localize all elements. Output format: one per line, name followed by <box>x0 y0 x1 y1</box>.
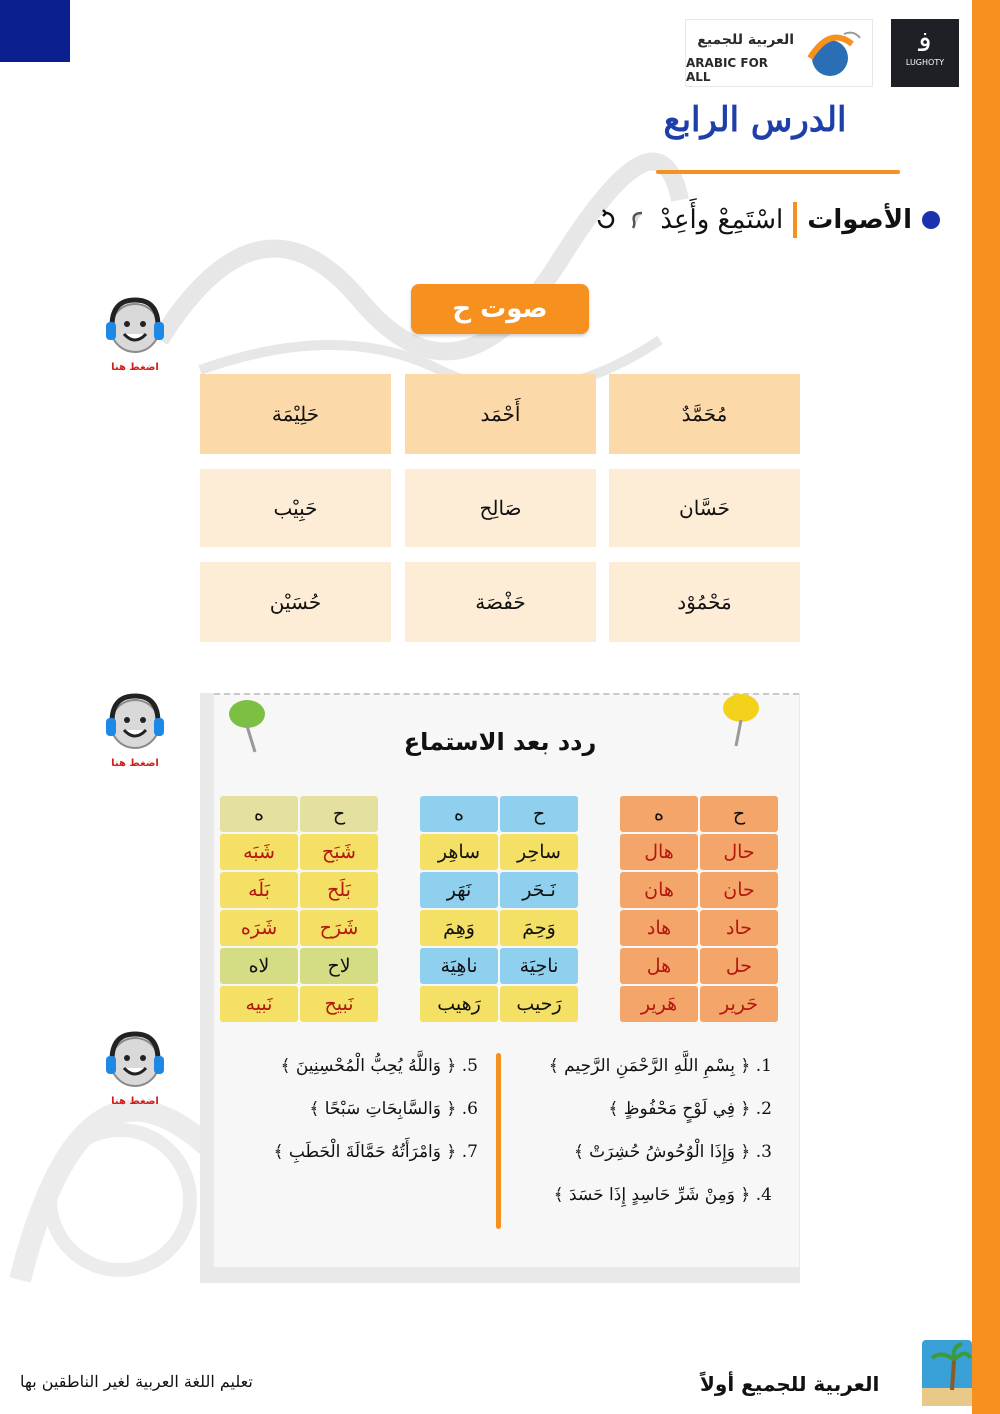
palm-tree-icon <box>922 1340 972 1406</box>
grid-cell: حل <box>700 948 778 984</box>
word-cell: أَحْمَد <box>405 374 596 454</box>
lughoty-mark-icon: ﻓ <box>918 25 932 58</box>
globe-icon <box>800 26 864 80</box>
lughoty-text: LUGHOTY <box>905 58 945 67</box>
grid-cell: هال <box>620 834 698 870</box>
word-cell: حُسَيْن <box>200 562 391 642</box>
grid-cell: هان <box>620 872 698 908</box>
grid-header: ح <box>300 796 378 832</box>
sound-badge: صوت ح <box>411 284 589 334</box>
ear-icon <box>628 209 650 231</box>
corner-block <box>0 0 70 62</box>
instruction-text: اسْتَمِعْ وأَعِدْ <box>660 205 784 235</box>
word-cell: حَلِيْمَة <box>200 374 391 454</box>
logo-arabic-text: العربية للجميع <box>697 32 794 48</box>
footer-slogan: العربية للجميع أولاً <box>700 1372 880 1396</box>
section-heading <box>560 198 940 242</box>
grid-cell: شَبَح <box>300 834 378 870</box>
audio-button-3[interactable] <box>105 1030 165 1107</box>
grid-header: ح <box>700 796 778 832</box>
grid-cell: نَهَر <box>420 872 498 908</box>
headphones-icon <box>106 296 164 358</box>
repeat-icon <box>594 208 618 232</box>
word-cell: مَحْمُوْد <box>609 562 800 642</box>
grid-cell: حان <box>700 872 778 908</box>
grid-cell: ناحِيَة <box>500 948 578 984</box>
word-cell: حَفْصَة <box>405 562 596 642</box>
grid-cell: هَرير <box>620 986 698 1022</box>
ayah-line: 3. ﴿ وَإِذَا الْوُحُوشُ حُشِرَتْ ﴾ <box>573 1142 772 1162</box>
grid-header: ه <box>420 796 498 832</box>
grid-cell: شَبَه <box>220 834 298 870</box>
press-here-label: اضغط هنا <box>111 1096 159 1107</box>
sound-grid-yellow <box>220 796 380 1024</box>
grid-header: ه <box>620 796 698 832</box>
headphones-icon <box>106 1030 164 1092</box>
yellow-pin-icon <box>716 690 766 750</box>
separator <box>793 202 797 238</box>
green-pin-icon <box>222 696 272 756</box>
right-stripe <box>972 0 1000 1414</box>
ayah-line: 7. ﴿ وَامْرَأَتُهُ حَمَّالَةَ الْحَطَبِ ﴾ <box>273 1142 478 1162</box>
press-here-label: اضغط هنا <box>111 362 159 373</box>
grid-cell: وَهِمَ <box>420 910 498 946</box>
grid-cell: رَحيب <box>500 986 578 1022</box>
grid-cell: رَهيب <box>420 986 498 1022</box>
title-underline <box>656 170 900 174</box>
audio-button-1[interactable] <box>105 296 165 373</box>
grid-cell: حاد <box>700 910 778 946</box>
headphones-icon <box>106 692 164 754</box>
grid-cell: وَحِمَ <box>500 910 578 946</box>
grid-cell: ساهِر <box>420 834 498 870</box>
grid-cell: نَبيح <box>300 986 378 1022</box>
arabic-for-all-logo <box>685 19 873 87</box>
ayat-right-column <box>512 1045 772 1217</box>
lesson-title: الدرس الرابع <box>663 100 847 140</box>
word-cell: حَسَّان <box>609 469 800 547</box>
ayah-line: 4. ﴿ وَمِنْ شَرِّ حَاسِدٍ إِذَا حَسَدَ ﴾ <box>553 1185 772 1205</box>
press-here-label: اضغط هنا <box>111 758 159 769</box>
sound-grid-orange <box>620 796 780 1024</box>
sound-grid-blue <box>420 796 580 1024</box>
ayah-line: 6. ﴿ وَالسَّابِحَاتِ سَبْحًا ﴾ <box>309 1099 478 1119</box>
word-cell: حَبِيْب <box>200 469 391 547</box>
grid-cell: نَـحَر <box>500 872 578 908</box>
ayah-line: 2. ﴿ فِي لَوْحٍ مَحْفُوظٍ ﴾ <box>608 1099 772 1119</box>
ayat-divider <box>496 1053 501 1229</box>
grid-header: ه <box>220 796 298 832</box>
grid-cell: حال <box>700 834 778 870</box>
word-cell: صَالِح <box>405 469 596 547</box>
ayat-left-column <box>228 1045 478 1174</box>
grid-cell: هاد <box>620 910 698 946</box>
word-cell: مُحَمَّدٌ <box>609 374 800 454</box>
grid-cell: بَلَح <box>300 872 378 908</box>
ayah-line: 5. ﴿ وَاللَّهُ يُحِبُّ الْمُحْسِنِينَ ﴾ <box>280 1056 478 1076</box>
grid-cell: شَرَه <box>220 910 298 946</box>
grid-header: ح <box>500 796 578 832</box>
grid-cell: هل <box>620 948 698 984</box>
grid-cell: نَبيه <box>220 986 298 1022</box>
grid-cell: بَلَه <box>220 872 298 908</box>
grid-cell: لاح <box>300 948 378 984</box>
beach-image <box>922 1340 972 1406</box>
board-title: ردد بعد الاستماع <box>403 728 597 756</box>
grid-cell: ساحِر <box>500 834 578 870</box>
grid-cell: لاه <box>220 948 298 984</box>
bullet-icon <box>922 211 940 229</box>
grid-cell: ناهِيَة <box>420 948 498 984</box>
ayah-line: 1. ﴿ بِسْمِ اللَّهِ الرَّحْمَنِ الرَّحِيم ﴾ <box>548 1056 772 1076</box>
section-label: الأصوات <box>807 205 912 235</box>
grid-cell: حَرير <box>700 986 778 1022</box>
audio-button-2[interactable] <box>105 692 165 769</box>
footer-tagline: تعليم اللغة العربية لغير الناطقين بها <box>20 1372 253 1391</box>
grid-cell: شَرَح <box>300 910 378 946</box>
lughoty-logo <box>891 19 959 87</box>
calligraphy-watermark <box>140 140 700 400</box>
logo-english-text: ARABIC FOR ALL <box>686 56 769 84</box>
